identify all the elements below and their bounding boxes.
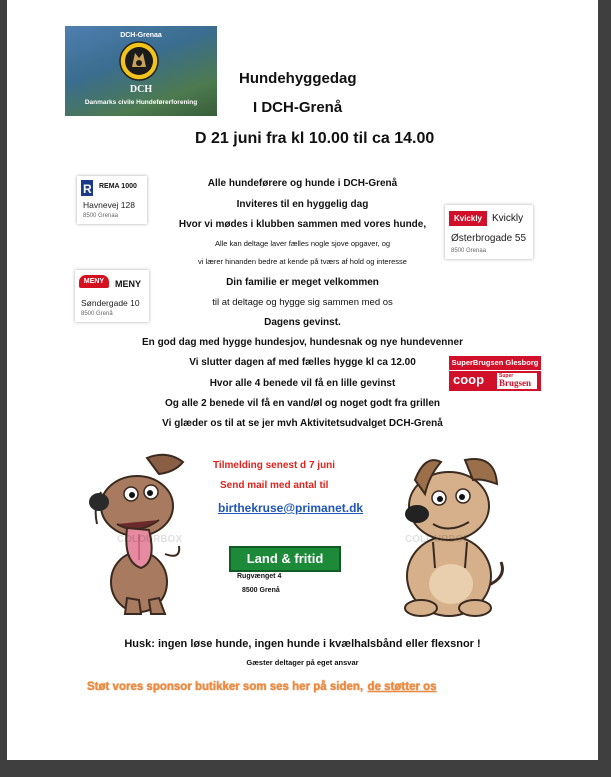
coop-logo: coop — [453, 372, 485, 387]
kvickly-badge: Kvickly — [449, 211, 487, 226]
dch-badge-icon — [119, 41, 159, 81]
signup-deadline: Tilmelding senest d 7 juni — [213, 460, 336, 471]
sponsor-kvickly — [445, 205, 533, 259]
body-line-1: Alle hundeførere og hunde i DCH-Grenå — [207, 178, 398, 189]
logo-initials: DCH — [129, 84, 153, 95]
rema-street: Havnevej 128 — [83, 200, 135, 210]
landfritid-logo: Land & fritid — [229, 546, 341, 572]
right-dog-illustration — [377, 450, 511, 622]
body-line-12: Og alle 2 benede vil få en vand/øl og noget godt fra grillen — [164, 398, 441, 409]
event-datetime: D 21 juni fra kl 10.00 til ca 14.00 — [195, 130, 435, 147]
sponsor-support-line — [87, 677, 437, 695]
logo-club-name: DCH-Grenaa — [120, 32, 162, 39]
footer-rules: Husk: ingen løse hunde, ingen hunde i kvælhalsbånd eller flexsnor ! — [124, 638, 481, 650]
sponsor-support-text: Støt vores sponsor butikker som ses her på siden, — [87, 681, 364, 693]
event-title: Hundehyggedag — [239, 70, 357, 87]
left-watermark: COLOURBOX — [117, 534, 182, 545]
dch-logo — [65, 26, 217, 116]
body-line-13: Vi glæder os til at se jer mvh Aktivitetsudvalget DCH-Grenå — [162, 418, 443, 429]
kvickly-brand: Kvickly — [492, 213, 524, 224]
superbrugsen-divider — [449, 370, 541, 371]
signup-instruction: Send mail med antal til — [220, 480, 329, 491]
kvickly-zip: 8500 Grenaa — [451, 248, 487, 254]
body-line-3: Hvor vi mødes i klubben sammen med vores hunde, — [178, 219, 427, 230]
signup-email-link[interactable]: birthekruse@primanet.dk — [218, 501, 364, 515]
landfritid-zip: 8500 Grenå — [242, 587, 280, 594]
rema-brand: REMA 1000 — [99, 183, 137, 190]
svg-text:R: R — [83, 182, 92, 196]
flyer-page — [7, 0, 598, 760]
rema-zip: 8500 Grenaa — [83, 213, 119, 219]
footer-liability: Gæster deltager på eget ansvar — [246, 658, 359, 667]
event-location: I DCH-Grenå — [253, 99, 343, 116]
body-line-6: Din familie er meget velkommen — [226, 277, 379, 288]
body-line-5: vi lærer hinanden bedre at kende på tværs af hold og interesse — [198, 257, 407, 266]
meny-zip: 8500 Grenå — [81, 311, 113, 317]
left-dog-illustration — [87, 450, 199, 618]
brugsen-super: Super — [499, 373, 514, 379]
body-line-7: til at deltage og hygge sig sammen med os — [212, 297, 393, 308]
logo-association: Danmarks civile Hundeførerforening — [84, 99, 198, 106]
meny-brand: MENY — [115, 279, 142, 289]
landfritid-street: Rugvænget 4 — [237, 573, 282, 580]
superbrugsen-title: SuperBrugsen Glesborg — [451, 358, 539, 367]
meny-badge: MENY — [79, 275, 109, 288]
body-line-2: Inviteres til en hyggelig dag — [236, 199, 369, 210]
kvickly-street: Østerbrogade 55 — [451, 233, 527, 244]
right-watermark: COLOURBOX — [405, 534, 470, 545]
body-line-11: Hvor alle 4 benede vil få en lille gevinst — [209, 378, 396, 389]
sponsor-support-link[interactable]: de støtter os — [367, 681, 437, 693]
body-line-8: Dagens gevinst. — [264, 317, 341, 328]
brugsen-brand: Brugsen — [499, 378, 532, 388]
body-line-10: Vi slutter dagen af med fælles hygge kl ca 12.00 — [189, 357, 416, 368]
body-line-4: Alle kan deltage laver fælles nogle sjove opgaver, og — [214, 239, 391, 248]
body-line-9: En god dag med hygge hundesjov, hundesnak og nye hundevenner — [142, 337, 463, 348]
meny-street: Søndergade 10 — [81, 298, 140, 308]
